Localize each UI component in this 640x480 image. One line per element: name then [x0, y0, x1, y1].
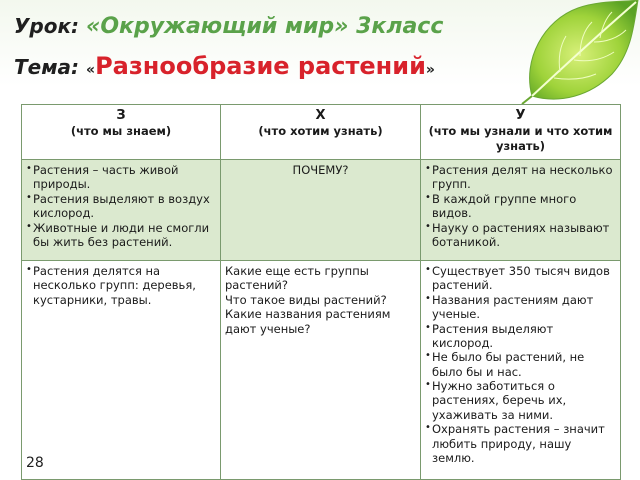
list-item: • Названия растениям дают ученые.: [425, 293, 616, 322]
why-question: ПОЧЕМУ?: [292, 163, 349, 177]
question-line: Какие названия растениям дают ученые?: [225, 307, 391, 336]
header-want: [221, 105, 421, 160]
header-learned-letter: У: [515, 108, 526, 123]
table-header-row: [22, 105, 621, 160]
list-item: • Растения делятся на несколько групп: деревья, кустарники, травы.: [26, 264, 216, 307]
header-want-sub: (что хотим узнать): [258, 124, 383, 139]
topic-heading: [14, 52, 435, 80]
lesson-value: «Окружающий мир» 3класс: [86, 14, 444, 39]
table-cell: [221, 261, 421, 480]
kwl-table: [21, 104, 621, 480]
list-item: • Существует 350 тысяч видов растений.: [425, 264, 616, 293]
green-leaf-icon: [508, 0, 640, 104]
lesson-heading: [14, 14, 443, 39]
header-want-letter: Х: [315, 108, 326, 123]
header-know-sub: (что мы знаем): [70, 124, 172, 139]
question-line: Что такое виды растений?: [225, 292, 387, 307]
list-item: • Нужно заботиться о растениях, беречь их, ухаживать за ними.: [425, 379, 616, 422]
list-item: • Охранять растения – значит любить природу, нашу землю.: [425, 422, 616, 465]
page-number: 28: [26, 455, 44, 471]
question-line: Какие еще есть группы растений?: [225, 264, 369, 293]
list-item: • Растения выделяют в воздух кислород.: [26, 192, 216, 221]
table-cell: [22, 261, 221, 480]
table-cell: [22, 160, 221, 261]
list-item: • Науку о растениях называют ботаникой.: [425, 221, 616, 250]
lesson-label: Урок:: [14, 14, 80, 38]
table-cell: [421, 160, 621, 261]
topic-value: Разнообразие растений: [95, 52, 426, 80]
topic-label: Тема:: [14, 55, 80, 79]
topic-open-quote: «: [86, 62, 96, 78]
list-item: • Растения – часть живой природы.: [26, 163, 216, 192]
table-cell: [221, 160, 421, 261]
list-item: • Не было бы растений, не было бы и нас.: [425, 350, 616, 379]
list-item: • В каждой группе много видов.: [425, 192, 616, 221]
list-item: • Животные и люди не смогли бы жить без растений.: [26, 221, 216, 250]
header-know-letter: З: [116, 108, 126, 123]
header-learned-sub: (что мы узнали и что хотим узнать): [428, 124, 613, 153]
topic-close-quote: »: [425, 62, 435, 78]
table-row: [22, 160, 621, 261]
list-item: • Растения выделяют кислород.: [425, 322, 616, 351]
table-cell: [421, 261, 621, 480]
header-know: [22, 105, 221, 160]
list-item: • Растения делят на несколько групп.: [425, 163, 616, 192]
table-row: [22, 261, 621, 480]
header-learned: [421, 105, 621, 160]
